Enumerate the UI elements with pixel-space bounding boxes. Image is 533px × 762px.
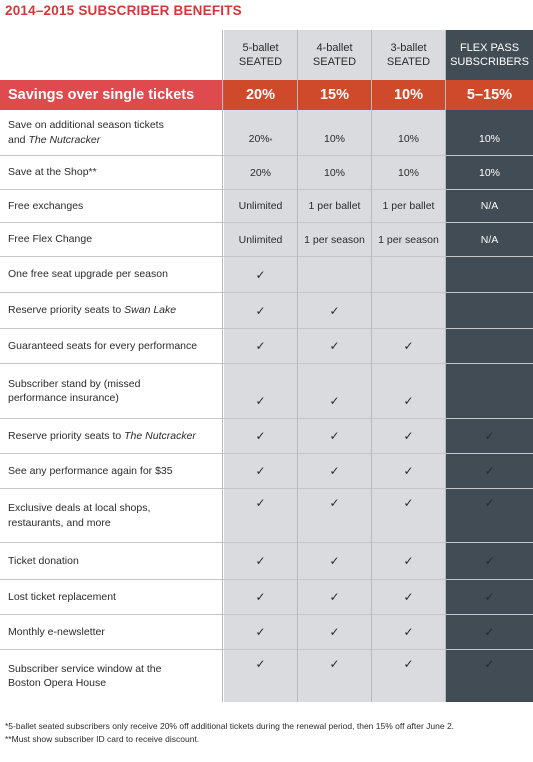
check-icon: ✓: [403, 429, 414, 443]
table-row: [0, 364, 533, 418]
row-label: Monthly e-newsletter: [8, 625, 105, 638]
row-value: [446, 329, 533, 363]
check-icon: ✓: [484, 496, 495, 510]
row-value: 10%: [478, 166, 500, 179]
row-label: Reserve priority seats to Swan Lake: [8, 304, 177, 317]
row-label: Free exchanges: [8, 199, 84, 212]
column-header-3-ballet: 3-ballet SEATED: [386, 42, 431, 68]
row-label: Subscriber service window at the Boston Opera House: [8, 662, 162, 689]
row-value: [446, 364, 533, 418]
row-value: 10%: [323, 133, 345, 145]
savings-value: 10%: [372, 80, 445, 110]
column-divider: [222, 30, 223, 702]
check-icon: ✓: [329, 464, 340, 478]
row-label: Reserve priority seats to The Nutcracker: [8, 429, 196, 442]
row-label: Save at the Shop**: [8, 166, 97, 179]
row-value: [372, 257, 445, 292]
check-icon: ✓: [484, 554, 495, 568]
check-icon: ✓: [403, 496, 414, 510]
check-icon: ✓: [329, 496, 340, 510]
column-divider: [445, 30, 446, 702]
check-icon: ✓: [484, 590, 495, 604]
check-icon: ✓: [255, 429, 266, 443]
row-label: Guaranteed seats for every performance: [8, 339, 198, 352]
row-value: 1 per ballet: [308, 200, 361, 212]
table-row: [0, 615, 533, 649]
column-header-4-ballet: 4-ballet SEATED: [312, 42, 357, 68]
check-icon: ✓: [255, 496, 266, 510]
row-value: 20%: [249, 166, 271, 179]
column-divider: [371, 30, 372, 702]
row-value: Unlimited: [238, 200, 283, 212]
benefits-table: [0, 30, 533, 702]
header-row: [0, 30, 533, 80]
check-icon: ✓: [329, 554, 340, 568]
row-label: Free Flex Change: [8, 233, 93, 246]
check-icon: ✓: [403, 464, 414, 478]
table-row: [0, 454, 533, 488]
row-value: Unlimited: [238, 233, 283, 246]
table-row: [0, 293, 533, 328]
row-value: [298, 257, 371, 292]
savings-value: 20%: [224, 80, 297, 110]
savings-label: Savings over single tickets: [8, 86, 195, 103]
row-value: 10%: [323, 166, 345, 179]
check-icon: ✓: [403, 625, 414, 639]
row-value: [372, 293, 445, 328]
table-row: [0, 329, 533, 363]
row-value: 10%: [397, 133, 419, 145]
table-row: [0, 489, 533, 542]
check-icon: ✓: [255, 590, 266, 604]
check-icon: ✓: [484, 625, 495, 639]
row-label: One free seat upgrade per season: [8, 268, 168, 281]
table-row: [0, 580, 533, 614]
footnotes: [5, 720, 533, 746]
row-value: 1 per season: [378, 233, 439, 246]
check-icon: ✓: [403, 554, 414, 568]
check-icon: ✓: [255, 554, 266, 568]
row-value: N/A: [480, 233, 499, 246]
check-icon: ✓: [484, 429, 495, 443]
row-value: 20% *: [248, 133, 273, 145]
check-icon: ✓: [255, 464, 266, 478]
row-label: Ticket donation: [8, 554, 79, 567]
savings-row: [0, 80, 533, 110]
row-value: 1 per ballet: [382, 200, 435, 212]
check-icon: ✓: [484, 464, 495, 478]
footnote: *5-ballet seated subscribers only receive 20% off additional tickets during the renewal period, then 15% off after June 2.: [5, 721, 455, 731]
check-icon: ✓: [255, 625, 266, 639]
row-value: N/A: [480, 200, 499, 212]
row-label: Lost ticket replacement: [8, 590, 116, 603]
row-label: See any performance again for $35: [8, 464, 173, 477]
row-value: [446, 257, 533, 292]
check-icon: ✓: [329, 394, 340, 408]
row-value: 10%: [478, 133, 500, 145]
check-icon: ✓: [329, 590, 340, 604]
row-label: Exclusive deals at local shops, restaurants, and more: [8, 502, 151, 529]
table-row: [0, 543, 533, 579]
column-divider: [297, 30, 298, 702]
table-row: [0, 650, 533, 702]
table-row: [0, 257, 533, 292]
check-icon: ✓: [403, 657, 414, 671]
check-icon: ✓: [329, 339, 340, 353]
check-icon: ✓: [484, 657, 495, 671]
check-icon: ✓: [329, 429, 340, 443]
check-icon: ✓: [255, 394, 266, 408]
check-icon: ✓: [329, 625, 340, 639]
row-value: 10%: [397, 166, 419, 179]
table-row: [0, 419, 533, 453]
table-row: [0, 156, 533, 189]
check-icon: ✓: [403, 590, 414, 604]
page-title: 2014–2015 SUBSCRIBER BENEFITS: [5, 3, 242, 18]
column-header-5-ballet: 5-ballet SEATED: [238, 42, 283, 68]
row-label: Save on additional season tickets and The Nutcracker: [8, 119, 164, 146]
check-icon: ✓: [329, 657, 340, 671]
savings-value: 15%: [298, 80, 371, 110]
table-row: [0, 110, 533, 155]
savings-value: 5–15%: [446, 80, 533, 110]
check-icon: ✓: [403, 339, 414, 353]
table-row: [0, 190, 533, 222]
row-value: [446, 293, 533, 328]
footnote: **Must show subscriber ID card to receive discount.: [5, 734, 200, 744]
check-icon: ✓: [255, 303, 266, 318]
row-value: 1 per season: [304, 233, 365, 246]
column-header-flex-pass: FLEX PASS SUBSCRIBERS: [450, 42, 529, 68]
check-icon: ✓: [403, 394, 414, 408]
check-icon: ✓: [255, 267, 266, 282]
row-label: Subscriber stand by (missed performance insurance): [8, 377, 141, 404]
check-icon: ✓: [329, 303, 340, 318]
check-icon: ✓: [255, 657, 266, 671]
check-icon: ✓: [255, 339, 266, 353]
table-row: [0, 223, 533, 256]
